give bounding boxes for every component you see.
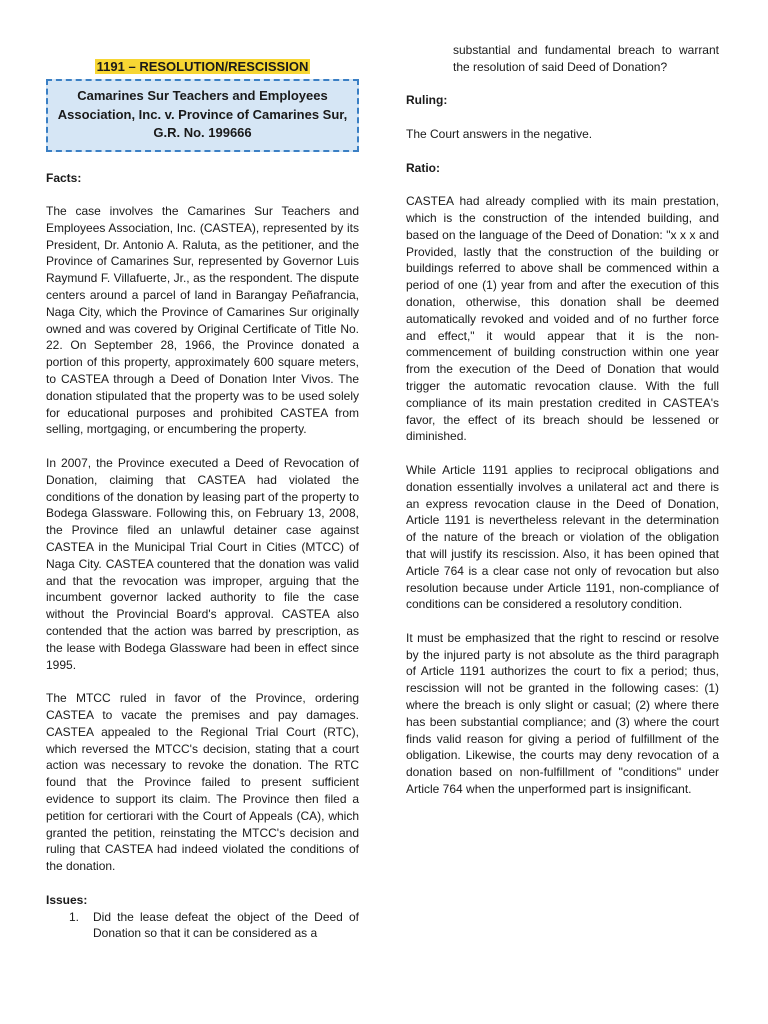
issues-list xyxy=(46,909,359,943)
ratio-paragraph-1: CASTEA had already complied with its main prestation, which is the construction of the intended building, and based on the language of the Deed of Donation: "x x x and Provided, lastly that the construction of the building or buildings referred to above shall be commenced within a period of one (1) year from and after the execution of this donation, otherwise, this donation shall be deemed automatically revoked and voided and of no further force and effect," it would appear that it is the non-commencement of building construction within one year from the execution of the Deed of Donation that would trigger the automatic revocation clause. With the full compliance of its main prestation credited in CASTEA's favor, the effect of its breach should be lessened or diminished. xyxy=(406,194,719,444)
issue-item-1 xyxy=(46,909,359,943)
issue-text-continued: substantial and fundamental breach to warrant the resolution of said Deed of Donation? xyxy=(453,43,719,74)
facts-paragraph-3: The MTCC ruled in favor of the Province, ordering CASTEA to vacate the premises and pay damages. CASTEA appealed to the Regional Trial Court (RTC), which reversed the MTCC's decision, stating that a court action was necessary to revoke the donation. The RTC found that the Province failed to present sufficient evidence to support its claim. The Province then filed a petition for certiorari with the Court of Appeals (CA), which granted the petition, reinstating the MTCC's decision and ruling that CASTEA had indeed violated the conditions of the donation. xyxy=(46,691,359,874)
ratio-paragraph-3: It must be emphasized that the right to rescind or resolve by the injured party is not absolute as the third paragraph of Article 1191 authorizes the court to fix a period; thus, rescission will not be granted in the following cases: (1) where the breach is only slight or casual; (2) where there has been substantial compliance; and (3) where the court finds valid reason for giving a period of fulfillment of the obligation. Likewise, the courts may deny revocation of a donation based on non-fulfillment of "conditions" under Article 764 when the unperformed part is insignificant. xyxy=(406,630,719,797)
ratio-label: Ratio: xyxy=(406,160,440,175)
case-name-box: Camarines Sur Teachers and Employees Association, Inc. v. Province of Camarines Sur, G.R. No. 199666 xyxy=(46,79,359,152)
title-wrap xyxy=(46,58,359,76)
facts-paragraph-1: The case involves the Camarines Sur Teachers and Employees Association, Inc. (CASTEA), represented by its President, Dr. Antonio A. Raluta, as the petitioner, and the Province of Camarines Sur, represented by Governor Luis Raymund F. Villafuerte, Jr., as the respondent. The dispute centers around a parcel of land in Barangay Peñafrancia, Naga City, which the Province of Camarines Sur originally owned and was covered by Original Certificate of Title No. 22. On September 28, 1966, the Province donated a portion of this property, approximately 600 square meters, to CASTEA through a Deed of Donation Inter Vivos. The donation stipulated that the property was to be used solely for educational purposes and prohibited CASTEA from selling, mortgaging, or encumbering the property. xyxy=(46,204,359,437)
ruling-label: Ruling: xyxy=(406,93,448,108)
ratio-paragraph-2: While Article 1191 applies to reciprocal obligations and donation essentially involves a unilateral act and there is an express revocation clause in the Deed of Donation, Article 1191 is nevertheless relevant in the determination of the nature of the breach or violation of the obligation that will justify its rescission. Also, it has been opined that Article 764 is a clear case not only of revocation but also resolution because under Article 1191, non-compliance of conditions can be considered a resolutory condition. xyxy=(406,462,719,612)
facts-paragraph-2: In 2007, the Province executed a Deed of Revocation of Donation, claiming that CASTEA had violated the conditions of the donation by leasing part of the property to Bodega Glassware. Following this, on February 13, 2008, the Province filed an unlawful detainer case against CASTEA in the Municipal Trial Court in Cities (MTCC) of Naga City. CASTEA countered that the donation was valid and that the revocation was improper, arguing that the incumbent governor lacked authority to file the case without the Provincial Board's approval. CASTEA also contended that the action was barred by prescription, as the lease with Bodega Glassware had been in effect since 1995. xyxy=(46,456,359,672)
doc-title: 1191 – RESOLUTION/RESCISSION xyxy=(96,59,309,74)
issue-number: 1. xyxy=(69,909,80,924)
ruling-text: The Court answers in the negative. xyxy=(406,126,593,141)
left-column xyxy=(46,58,359,942)
issues-label: Issues: xyxy=(46,892,88,907)
right-column xyxy=(406,42,719,815)
facts-label: Facts: xyxy=(46,170,82,185)
issue-text-start: Did the lease defeat the object of the Deed of Donation so that it can be considered as a xyxy=(93,909,359,941)
